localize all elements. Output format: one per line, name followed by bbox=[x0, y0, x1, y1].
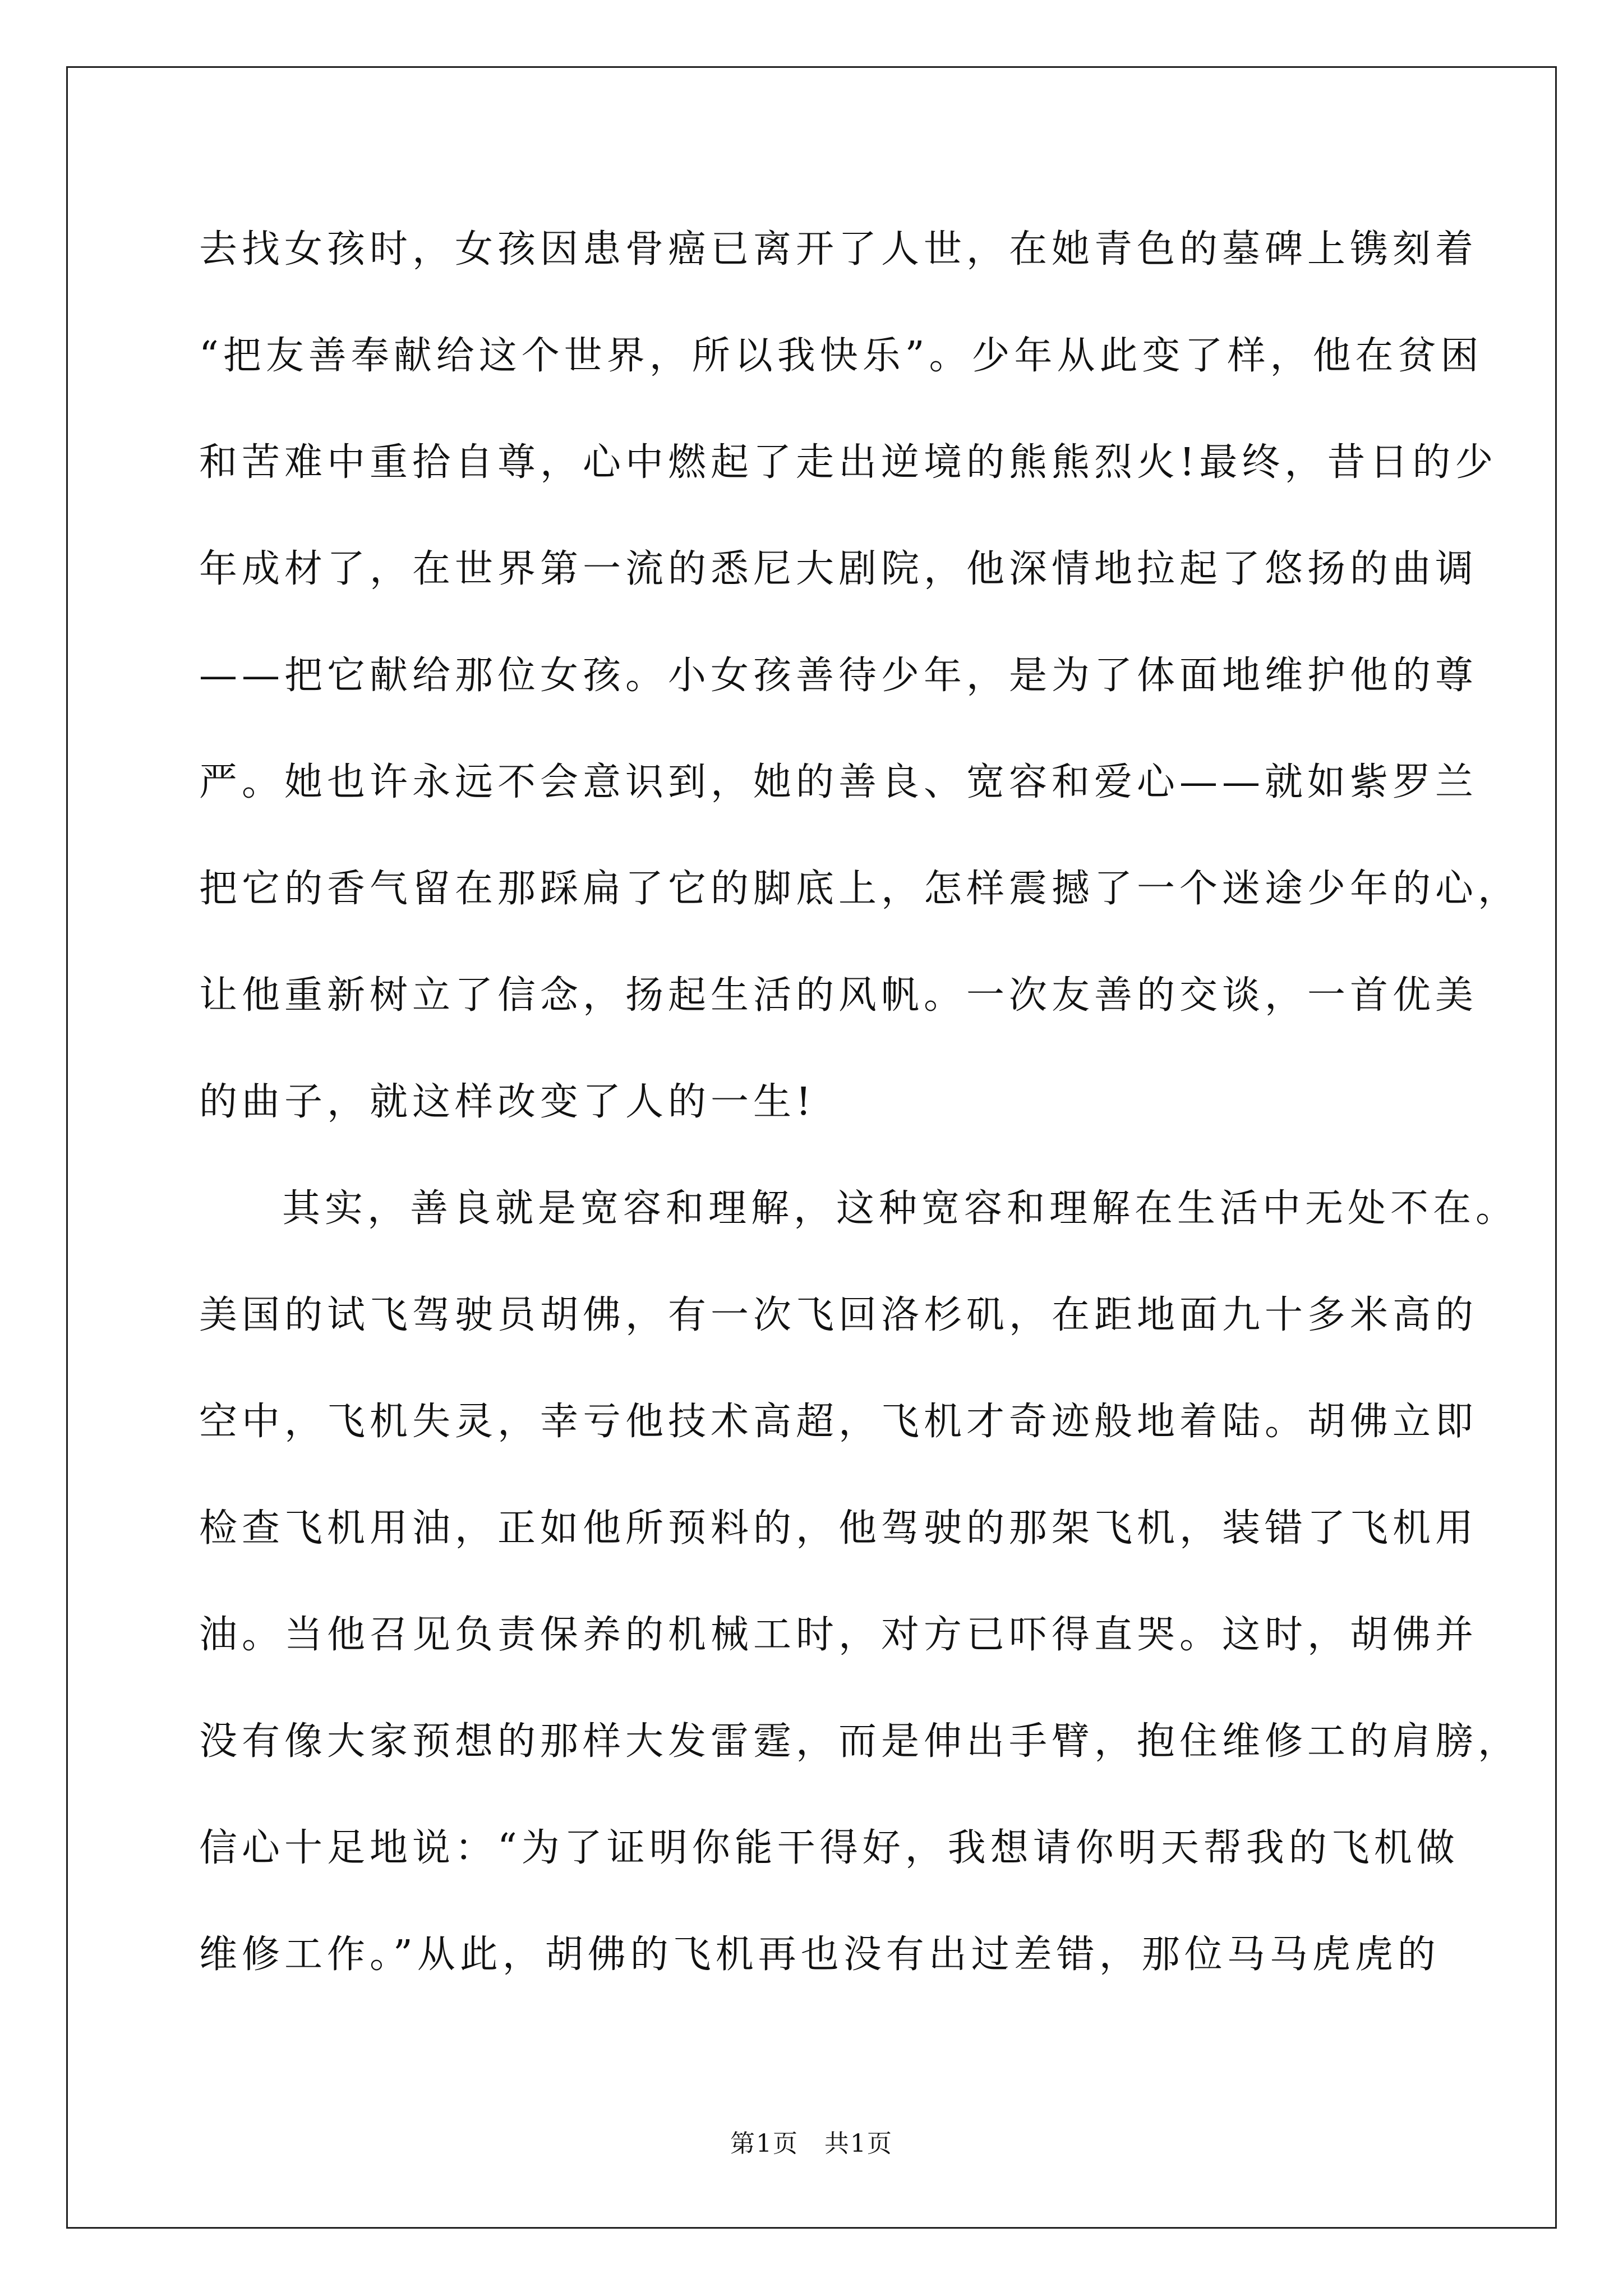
text-line: “把友善奉献给这个世界，所以我快乐”。少年从此变了样，他在贫困 bbox=[199, 334, 1483, 378]
text-line-paragraph-start: 其实，善良就是宽容和理解，这种宽容和理解在生活中无处不在。 bbox=[282, 1186, 1519, 1231]
document-body bbox=[199, 216, 1521, 2028]
text-line: 严。她也许永远不会意识到，她的善良、宽容和爱心——就如紫罗兰 bbox=[199, 760, 1478, 804]
text-line: 信心十足地说：“为了证明你能干得好，我想请你明天帮我的飞机做 bbox=[199, 1826, 1459, 1870]
text-line: 把它的香气留在那踩扁了它的脚底上，怎样震撼了一个迷途少年的心， bbox=[199, 867, 1521, 911]
text-line: 和苦难中重拾自尊，心中燃起了走出逆境的熊熊烈火!最终，昔日的少 bbox=[199, 440, 1498, 485]
text-line: ——把它献给那位女孩。小女孩善待少年，是为了体面地维护他的尊 bbox=[199, 654, 1478, 698]
page-number-footer: 第1页 共1页 bbox=[730, 2129, 893, 2158]
text-line-paragraph-end: 的曲子，就这样改变了人的一生! bbox=[199, 1080, 816, 1124]
text-line: 去找女孩时，女孩因患骨癌已离开了人世，在她青色的墓碑上镌刻着 bbox=[199, 227, 1478, 272]
text-line: 美国的试飞驾驶员胡佛，有一次飞回洛杉矶，在距地面九十多米高的 bbox=[199, 1293, 1478, 1337]
text-line: 检查飞机用油，正如他所预料的，他驾驶的那架飞机，装错了飞机用 bbox=[199, 1506, 1478, 1550]
text-line: 空中，飞机失灵，幸亏他技术高超，飞机才奇迹般地着陆。胡佛立即 bbox=[199, 1400, 1478, 1444]
text-line: 让他重新树立了信念，扬起生活的风帆。一次友善的交谈，一首优美 bbox=[199, 973, 1478, 1018]
text-line: 维修工作。”从此，胡佛的飞机再也没有出过差错，那位马马虎虎的 bbox=[199, 1932, 1440, 1977]
text-line: 年成材了，在世界第一流的悉尼大剧院，他深情地拉起了悠扬的曲调 bbox=[199, 547, 1478, 591]
text-line: 油。当他召见负责保养的机械工时，对方已吓得直哭。这时，胡佛并 bbox=[199, 1613, 1478, 1657]
text-line: 没有像大家预想的那样大发雷霆，而是伸出手臂，抱住维修工的肩膀， bbox=[199, 1719, 1521, 1764]
